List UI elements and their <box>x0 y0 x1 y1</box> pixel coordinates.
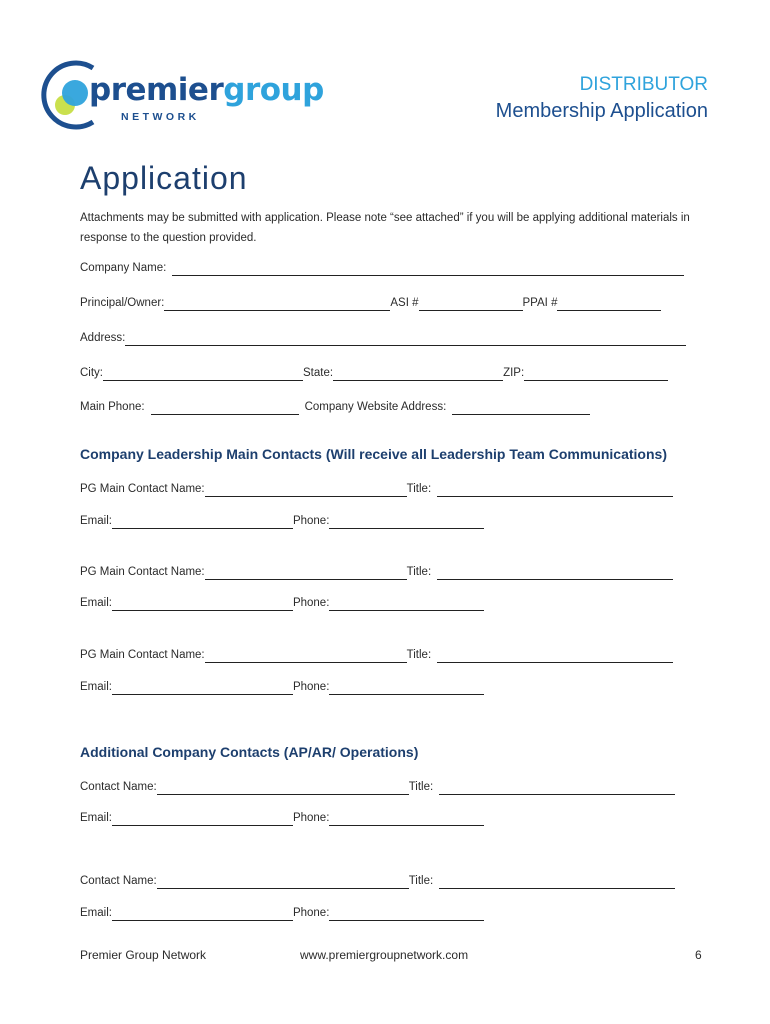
premier-group-logo <box>33 60 323 130</box>
additional-heading: Additional Company Contacts (AP/AR/ Operations) <box>80 744 419 760</box>
additional-contact-row-2 <box>80 871 675 889</box>
title-label: Title: <box>406 566 432 578</box>
leadership-contact-row-3 <box>80 645 673 663</box>
contact-name-label: PG Main Contact Name: <box>80 649 205 661</box>
email-field[interactable] <box>112 680 293 695</box>
additional-email-row-1 <box>80 808 484 826</box>
footer-website: www.premiergroupnetwork.com <box>300 948 469 962</box>
title-label: Title: <box>408 875 434 887</box>
main-phone-label: Main Phone: <box>80 401 145 413</box>
contact-name-field[interactable] <box>157 874 409 889</box>
ppai-field[interactable] <box>557 296 661 311</box>
email-label: Email: <box>80 681 112 693</box>
principal-label: Principal/Owner: <box>80 297 165 309</box>
email-field[interactable] <box>112 906 293 921</box>
footer-org-name: Premier Group Network <box>80 948 207 962</box>
contact-name-field[interactable] <box>205 648 407 663</box>
phone-label: Phone: <box>292 812 330 824</box>
main-phone-field[interactable] <box>151 400 299 415</box>
title-label: Title: <box>406 483 432 495</box>
phone-label: Phone: <box>292 597 330 609</box>
company-name-label: Company Name: <box>80 262 167 274</box>
phone-label: Phone: <box>292 515 330 527</box>
principal-row <box>80 293 661 311</box>
phone-field[interactable] <box>329 596 484 611</box>
phone-label: Phone: <box>292 681 330 693</box>
zip-field[interactable] <box>524 366 668 381</box>
title-field[interactable] <box>437 648 673 663</box>
leadership-heading: Company Leadership Main Contacts (Will receive all Leadership Team Communications) <box>80 446 667 462</box>
city-label: City: <box>80 367 103 379</box>
contact-name-label: PG Main Contact Name: <box>80 566 205 578</box>
title-field[interactable] <box>437 565 673 580</box>
email-label: Email: <box>80 907 112 919</box>
company-name-field[interactable] <box>172 261 684 276</box>
contact-name-field[interactable] <box>205 565 407 580</box>
logo-network: NETWORK <box>121 111 200 123</box>
state-label: State: <box>303 367 334 379</box>
phone-field[interactable] <box>329 514 484 529</box>
email-field[interactable] <box>112 596 293 611</box>
contact-name-label: PG Main Contact Name: <box>80 483 205 495</box>
website-field[interactable] <box>452 400 590 415</box>
email-label: Email: <box>80 515 112 527</box>
contact-name-label: Contact Name: <box>80 875 157 887</box>
contact-name-label: Contact Name: <box>80 781 157 793</box>
email-label: Email: <box>80 812 112 824</box>
phone-website-row <box>80 397 590 415</box>
leadership-email-row-3 <box>80 677 484 695</box>
additional-email-row-2 <box>80 903 484 921</box>
address-label: Address: <box>80 332 126 344</box>
address-row <box>80 328 686 346</box>
phone-field[interactable] <box>329 811 484 826</box>
phone-field[interactable] <box>329 906 484 921</box>
doc-subtitle: Membership Application <box>495 100 708 122</box>
title-field[interactable] <box>437 482 673 497</box>
contact-name-field[interactable] <box>157 780 409 795</box>
doc-type: DISTRIBUTOR <box>579 74 708 95</box>
document-header <box>496 73 708 125</box>
phone-label: Phone: <box>292 907 330 919</box>
state-field[interactable] <box>333 366 503 381</box>
company-name-row <box>80 258 684 276</box>
page-number: 6 <box>695 948 702 962</box>
title-field[interactable] <box>439 874 675 889</box>
logo-word-premier: premier <box>89 72 224 108</box>
zip-label: ZIP: <box>503 367 525 379</box>
intro-text: Attachments may be submitted with application. Please note “see attached” if you will be applying additional materials in response to the question provided. <box>80 212 690 244</box>
title-label: Title: <box>408 781 434 793</box>
city-row <box>80 363 668 381</box>
principal-field[interactable] <box>164 296 390 311</box>
email-field[interactable] <box>112 514 293 529</box>
title-field[interactable] <box>439 780 675 795</box>
website-label: Company Website Address: <box>304 401 447 413</box>
phone-field[interactable] <box>329 680 484 695</box>
title-label: Title: <box>406 649 432 661</box>
email-field[interactable] <box>112 811 293 826</box>
email-label: Email: <box>80 597 112 609</box>
logo-word-group: group <box>223 72 324 108</box>
page-title: Application <box>80 160 248 196</box>
asi-label: ASI # <box>390 297 419 309</box>
contact-name-field[interactable] <box>205 482 407 497</box>
asi-field[interactable] <box>419 296 523 311</box>
address-field[interactable] <box>125 331 686 346</box>
ppai-label: PPAI # <box>522 297 558 309</box>
leadership-contact-row-2 <box>80 562 673 580</box>
leadership-email-row-1 <box>80 511 484 529</box>
leadership-email-row-2 <box>80 593 484 611</box>
city-field[interactable] <box>103 366 303 381</box>
logo-wordmark <box>89 72 324 108</box>
additional-contact-row-1 <box>80 777 675 795</box>
leadership-contact-row-1 <box>80 479 673 497</box>
